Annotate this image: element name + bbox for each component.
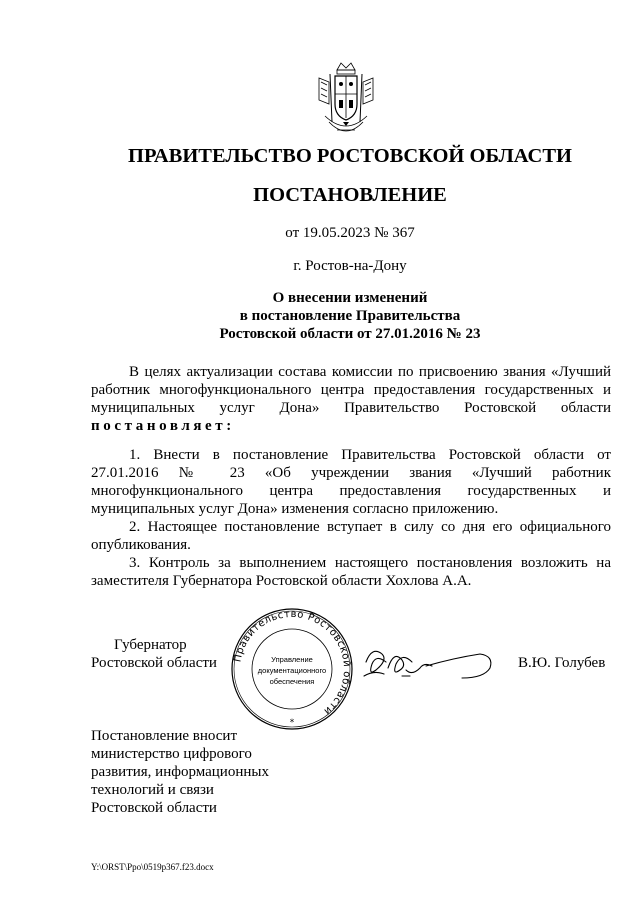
subject-line-2: в постановление Правительства xyxy=(239,308,461,324)
decree-item-3: 3. Контроль за выполнением настоящего постановления возложить на заместителя Губернатора Ростовской области Хохлова А.А. xyxy=(91,555,611,589)
government-title: ПРАВИТЕЛЬСТВО РОСТОВСКОЙ ОБЛАСТИ xyxy=(128,145,572,167)
decree-item-1: 1. Внести в постановление Правительства Ростовской области от 27.01.2016 № 23 «Об учреждении звания «Лучший работник многофункционального центра предоставления государственных и муниципальных услуг Дона» изменения согласно приложению. xyxy=(91,447,611,517)
handwritten-signature-icon xyxy=(362,640,497,684)
initiator-line-3: развития, информационных xyxy=(91,764,269,780)
initiator-note xyxy=(91,727,351,817)
signer-title xyxy=(91,636,217,672)
decree-items xyxy=(91,446,611,590)
signer-name: В.Ю. Голубев xyxy=(518,655,606,671)
subject-line-1: О внесении изменений xyxy=(272,290,428,306)
signer-title-line-1: Губернатор xyxy=(114,637,187,653)
subject-line-3: Ростовской области от 27.01.2016 № 23 xyxy=(219,326,481,342)
decree-word: постановляет: xyxy=(91,418,235,434)
initiator-line-2: министерство цифрового xyxy=(91,746,252,762)
document-type-title: ПОСТАНОВЛЕНИЕ xyxy=(253,184,447,206)
initiator-line-5: Ростовской области xyxy=(91,800,217,816)
rostov-oblast-coat-of-arms-icon xyxy=(315,60,377,142)
stamp-inner-line-1: Управление xyxy=(271,655,313,664)
city: г. Ростов-на-Дону xyxy=(293,258,407,274)
signer-title-line-2: Ростовской области xyxy=(91,655,217,671)
stamp-inner-line-2: документационного xyxy=(257,666,327,675)
date-number: от 19.05.2023 № 367 xyxy=(285,225,415,241)
decree-item-2: 2. Настоящее постановление вступает в силу со дня его официального опубликования. xyxy=(91,519,611,553)
stamp-inner-line-3: обеспечения xyxy=(269,677,315,686)
official-stamp xyxy=(230,607,354,731)
intro-text-block xyxy=(91,363,611,435)
intro-paragraph xyxy=(91,363,611,435)
document-subject xyxy=(60,289,640,343)
initiator-line-4: технологий и связи xyxy=(91,782,214,798)
stamp-outer-text: Правительство Ростовской области xyxy=(232,608,353,717)
file-path: Y:\ORST\Ppo\0519p367.f23.docx xyxy=(91,862,214,872)
stamp-star: * xyxy=(289,718,295,728)
initiator-line-1: Постановление вносит xyxy=(91,728,238,744)
intro-text: В целях актуализации состава комиссии по присвоению звания «Лучший работник многофункционального центра предоставления государственных и муниципальных услуг Дона» Правительство Ростовской области xyxy=(91,364,611,416)
